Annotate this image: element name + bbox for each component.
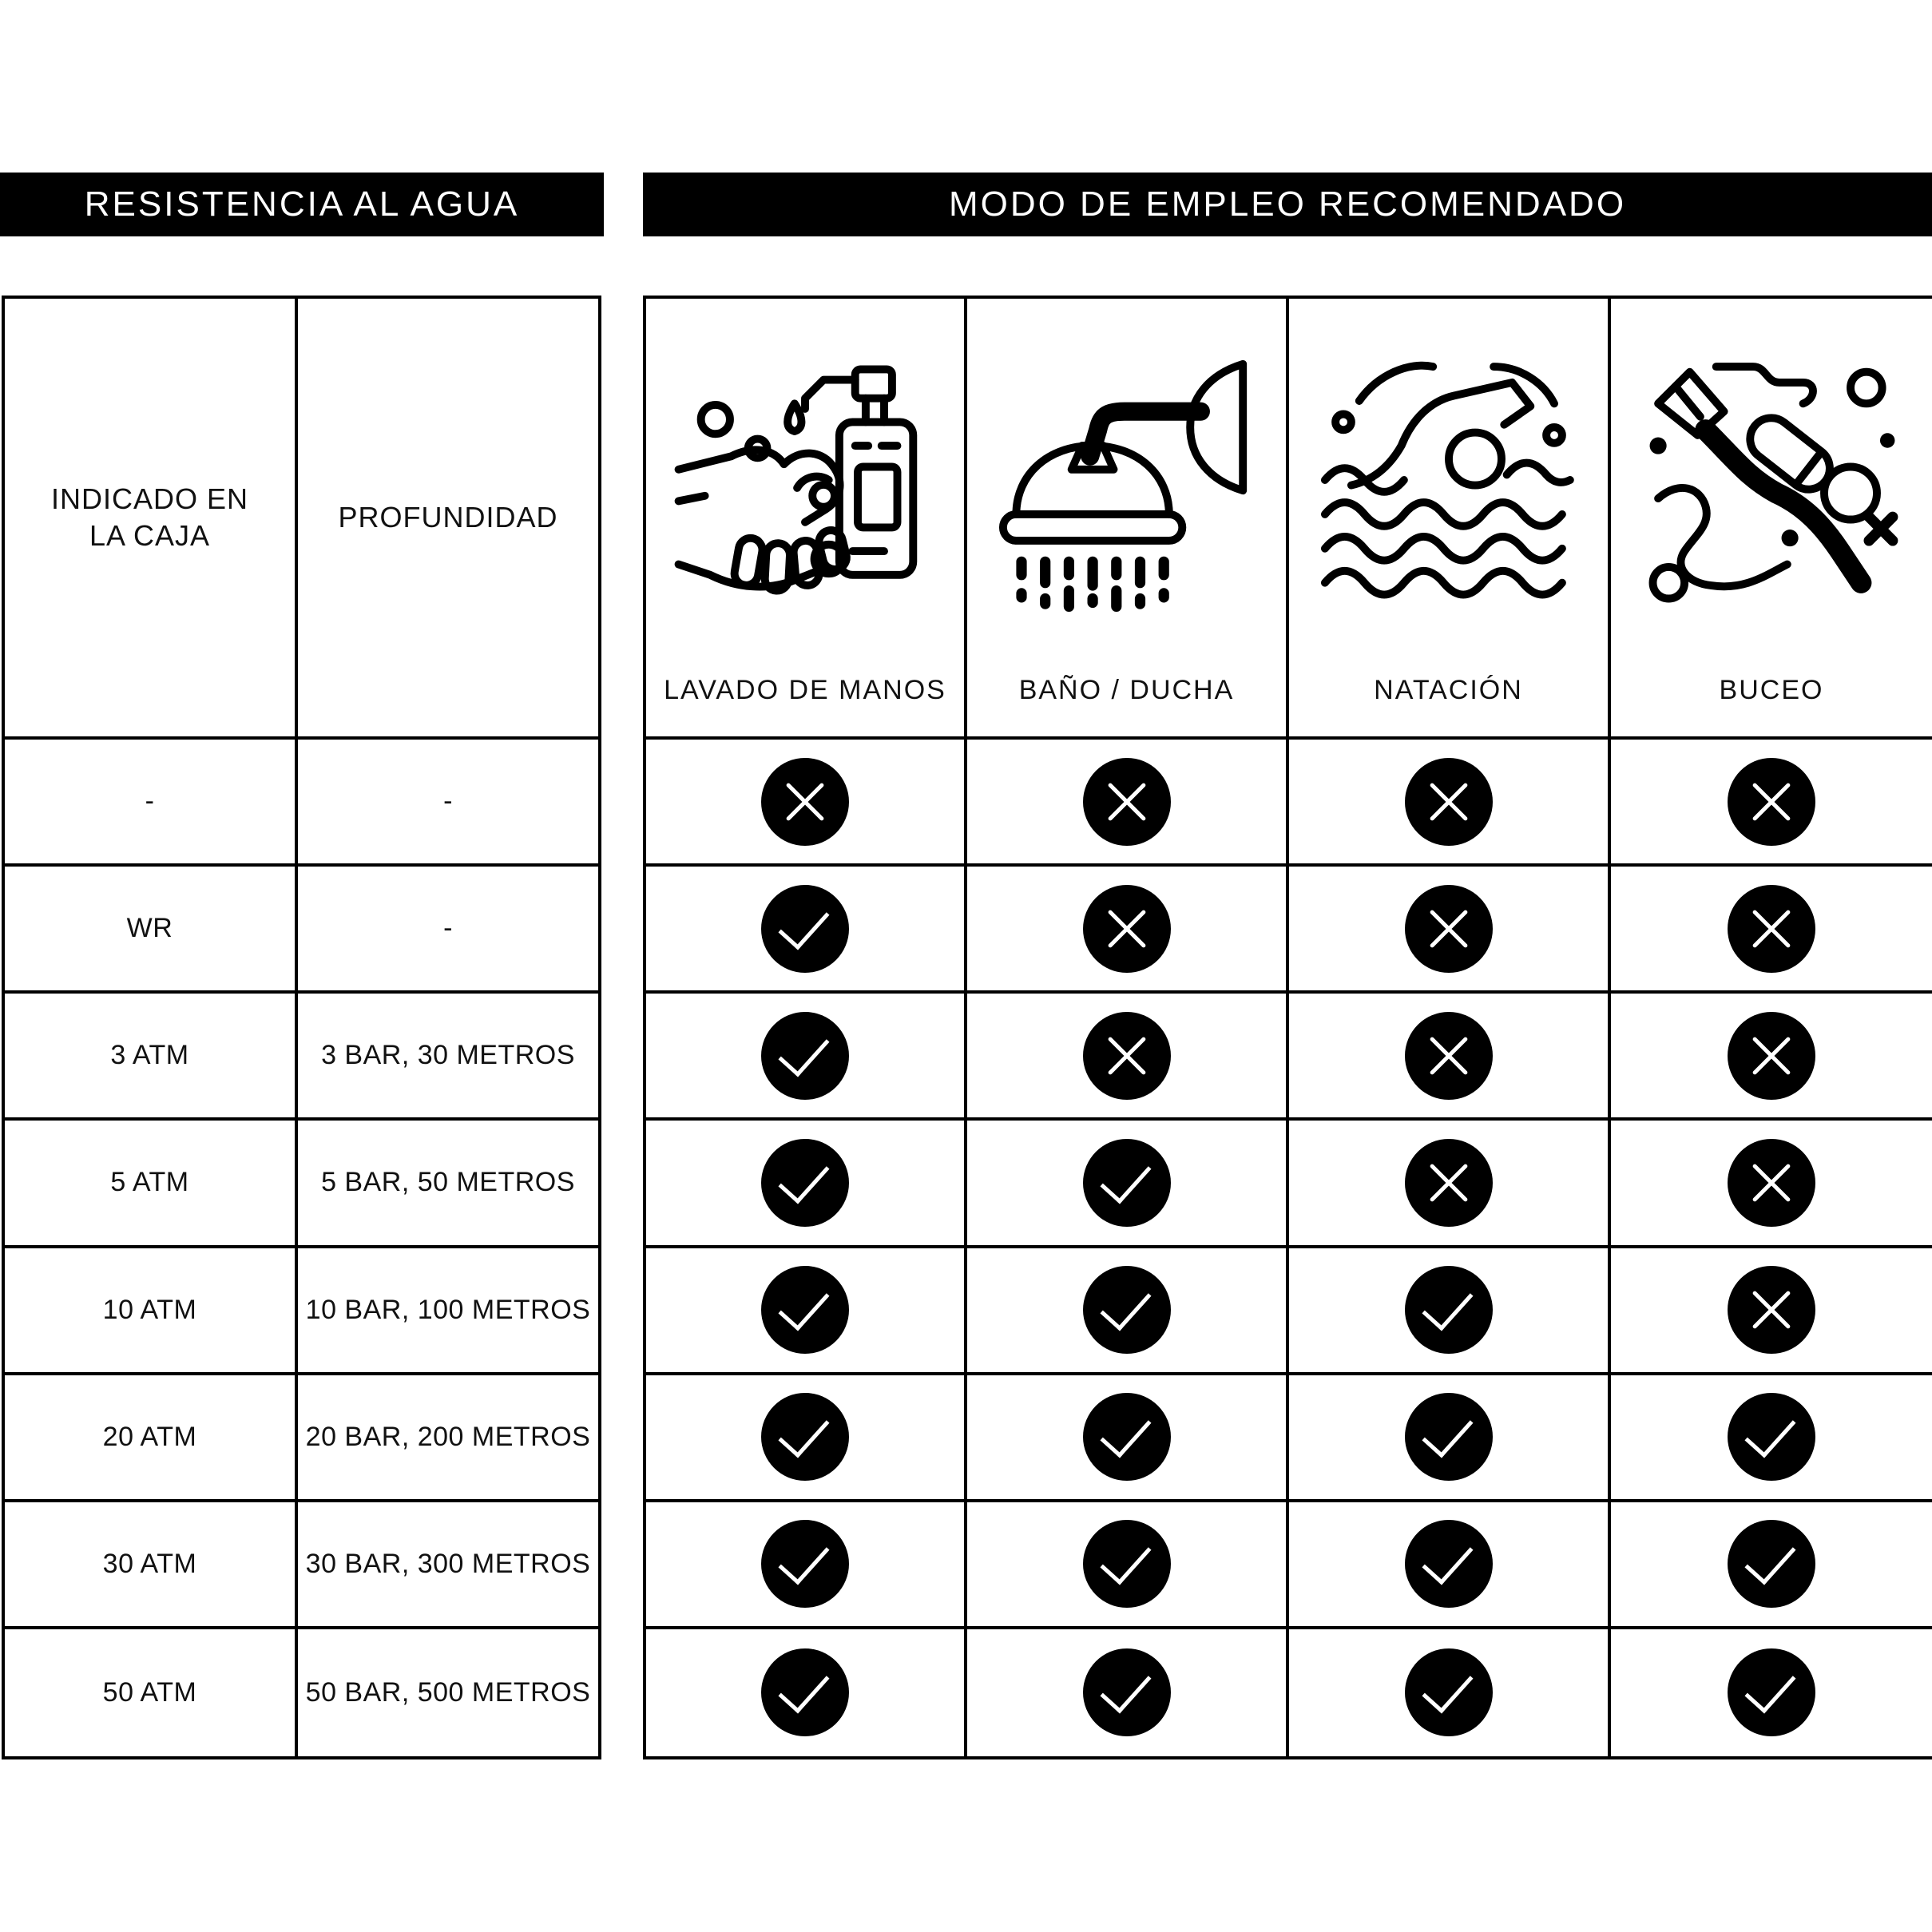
allowed-check-mark <box>1083 1520 1171 1608</box>
not-allowed-x-mark <box>1728 885 1815 973</box>
not-allowed-x-mark <box>1728 1012 1815 1100</box>
allowed-check-mark <box>761 1648 849 1736</box>
usage-cell <box>967 1375 1289 1502</box>
usage-cell <box>1611 1502 1932 1629</box>
case-column-header: INDICADO EN LA CAJA <box>5 299 298 740</box>
case-value-cell: WR <box>5 867 298 994</box>
usage-cell <box>1289 994 1611 1121</box>
usage-cell <box>967 1248 1289 1375</box>
not-allowed-x-mark <box>1405 1139 1493 1227</box>
usage-cell <box>646 1629 967 1756</box>
allowed-check-mark <box>1728 1648 1815 1736</box>
allowed-check-mark <box>761 1393 849 1481</box>
allowed-check-mark <box>1083 1266 1171 1354</box>
recommended-use-table <box>643 296 1932 1759</box>
allowed-check-mark <box>1083 1139 1171 1227</box>
usage-cell <box>646 994 967 1121</box>
depth-value-cell: - <box>298 867 598 994</box>
allowed-check-mark <box>1728 1520 1815 1608</box>
column-label: NATACIÓN <box>1374 675 1523 705</box>
case-value-cell: 30 ATM <box>5 1502 298 1629</box>
usage-cell <box>967 1502 1289 1629</box>
not-allowed-x-mark <box>1728 1266 1815 1354</box>
allowed-check-mark <box>761 1139 849 1227</box>
column-label: BUCEO <box>1719 675 1824 705</box>
usage-cell <box>1289 1248 1611 1375</box>
allowed-check-mark <box>1405 1648 1493 1736</box>
depth-value-cell: 5 BAR, 50 METROS <box>298 1121 598 1248</box>
column-label: BAÑO / DUCHA <box>1018 675 1235 705</box>
case-value-cell: 3 ATM <box>5 994 298 1121</box>
allowed-check-mark <box>1405 1393 1493 1481</box>
usage-cell <box>646 1375 967 1502</box>
not-allowed-x-mark <box>1083 885 1171 973</box>
depth-value-cell: 3 BAR, 30 METROS <box>298 994 598 1121</box>
usage-cell <box>646 867 967 994</box>
case-value-cell: 5 ATM <box>5 1121 298 1248</box>
usage-cell <box>967 867 1289 994</box>
usage-cell <box>1289 1502 1611 1629</box>
column-header-hand-wash <box>646 299 967 740</box>
not-allowed-x-mark <box>1405 758 1493 846</box>
usage-cell <box>967 1629 1289 1756</box>
usage-cell <box>1289 867 1611 994</box>
allowed-check-mark <box>1405 1520 1493 1608</box>
allowed-check-mark <box>1728 1393 1815 1481</box>
usage-cell <box>1289 1121 1611 1248</box>
usage-cell <box>1289 740 1611 867</box>
not-allowed-x-mark <box>1083 1012 1171 1100</box>
usage-cell <box>1611 1375 1932 1502</box>
depth-value-cell: 20 BAR, 200 METROS <box>298 1375 598 1502</box>
hand-wash-icon <box>673 348 937 612</box>
usage-cell <box>1611 994 1932 1121</box>
usage-cell <box>967 994 1289 1121</box>
usage-cell <box>1289 1629 1611 1756</box>
usage-cell <box>646 1121 967 1248</box>
column-label: LAVADO DE MANOS <box>664 675 946 705</box>
not-allowed-x-mark <box>761 758 849 846</box>
case-value-cell: 50 ATM <box>5 1629 298 1756</box>
not-allowed-x-mark <box>1083 758 1171 846</box>
water-resistance-table <box>2 296 601 1759</box>
allowed-check-mark <box>1083 1393 1171 1481</box>
usage-cell <box>646 740 967 867</box>
depth-value-cell: 50 BAR, 500 METROS <box>305 1676 591 1708</box>
usage-cell <box>1611 1629 1932 1756</box>
not-allowed-x-mark <box>1405 1012 1493 1100</box>
swimming-icon <box>1317 348 1581 612</box>
usage-cell <box>1611 1248 1932 1375</box>
depth-value-cell: 10 BAR, 100 METROS <box>298 1248 598 1375</box>
case-value-cell: - <box>5 740 298 867</box>
usage-cell <box>646 1502 967 1629</box>
not-allowed-x-mark <box>1728 1139 1815 1227</box>
allowed-check-mark <box>1405 1266 1493 1354</box>
column-header-shower <box>967 299 1289 740</box>
case-value-cell: 20 ATM <box>5 1375 298 1502</box>
usage-cell <box>1611 867 1932 994</box>
usage-cell <box>1289 1375 1611 1502</box>
case-value-cell: 10 ATM <box>5 1248 298 1375</box>
allowed-check-mark <box>1083 1648 1171 1736</box>
allowed-check-mark <box>761 1266 849 1354</box>
depth-value-cell: 30 BAR, 300 METROS <box>298 1502 598 1629</box>
usage-header-bar <box>643 173 1932 236</box>
column-header-diving <box>1611 299 1932 740</box>
depth-column-header: PROFUNDIDAD <box>298 299 598 740</box>
allowed-check-mark <box>761 1520 849 1608</box>
left-panel-title: RESISTENCIA AL AGUA <box>84 184 520 224</box>
allowed-check-mark <box>761 885 849 973</box>
column-header-swimming <box>1289 299 1611 740</box>
not-allowed-x-mark <box>1728 758 1815 846</box>
usage-cell <box>1611 1121 1932 1248</box>
water-resistance-header-bar <box>0 173 604 236</box>
usage-cell <box>967 740 1289 867</box>
usage-cell <box>1611 740 1932 867</box>
not-allowed-x-mark <box>1405 885 1493 973</box>
diving-icon <box>1640 348 1903 612</box>
allowed-check-mark <box>761 1012 849 1100</box>
usage-cell <box>967 1121 1289 1248</box>
usage-cell <box>646 1248 967 1375</box>
right-panel-title: MODO DE EMPLEO RECOMENDADO <box>948 184 1627 224</box>
shower-icon <box>995 348 1259 612</box>
depth-value-cell: - <box>298 740 598 867</box>
